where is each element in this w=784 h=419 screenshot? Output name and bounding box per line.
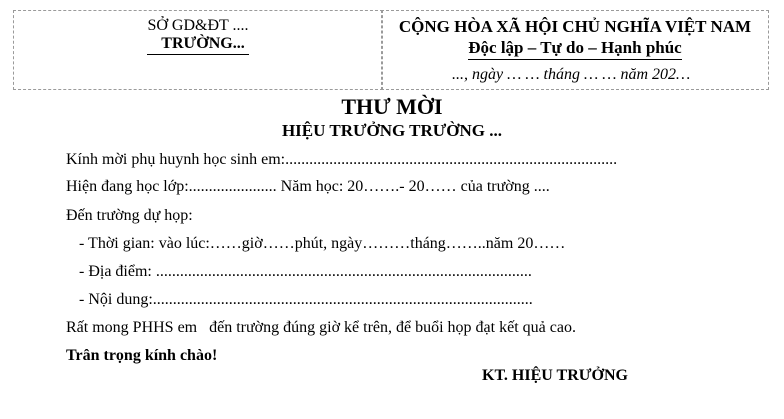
content-line: - Nội dung:...............................................................................................: [79, 291, 533, 308]
national-motto: Độc lập – Tự do – Hạnh phúc: [468, 38, 681, 60]
invite-student-line: Kính mời phụ huynh học sinh em:...................................................................................: [66, 151, 618, 168]
department-name: SỞ GD&ĐT ....: [147, 17, 249, 34]
school-name: TRƯỜNG...: [147, 35, 248, 55]
country-name: CỘNG HÒA XÃ HỘI CHỦ NGHĨA VIỆT NAM: [398, 17, 752, 36]
signature-title: KT. HIỆU TRƯỞNG: [482, 367, 628, 384]
meeting-line: Đến trường dự họp:: [66, 207, 193, 224]
header-right-box: [381, 10, 769, 90]
location-line: - Địa điểm: ..............................................................................................: [79, 263, 532, 280]
time-line: - Thời gian: vào lúc:……giờ……phút, ngày………tháng……..năm 20……: [79, 235, 566, 252]
date-line: ..., ngày … … tháng … … năm 202…: [452, 66, 691, 83]
motto-wrapper: [382, 38, 768, 60]
school-name-wrapper: [14, 35, 382, 55]
class-line: Hiện đang học lớp:...................... Năm học: 20…….- 20…… của trường ....: [66, 178, 550, 195]
header-left-box: [13, 10, 383, 90]
document-title: THƯ MỜI: [341, 94, 443, 119]
document-subtitle: HIỆU TRƯỞNG TRƯỜNG ...: [281, 121, 503, 140]
request-line: Rất mong PHHS em đến trường đúng giờ kể trên, để buổi họp đạt kết quả cao.: [66, 319, 576, 336]
closing-line: Trân trọng kính chào!: [66, 347, 218, 364]
